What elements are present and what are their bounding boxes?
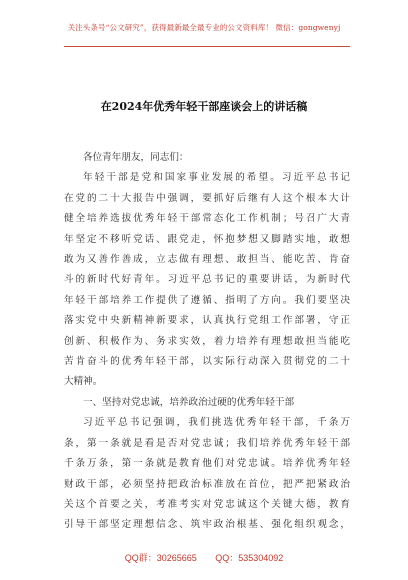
paragraph-line: 大精神。 bbox=[64, 376, 103, 388]
paragraph-line: 创新、积极作为、务求实效，着力培养有理想敢担当能吃 bbox=[64, 335, 350, 347]
footer-contact bbox=[0, 551, 408, 564]
header-divider bbox=[64, 46, 350, 47]
salutation: 各位青年朋友，同志们： bbox=[83, 152, 189, 163]
footer-qq-group: QQ群：30265665 bbox=[124, 553, 197, 563]
paragraph-line: 千条万条，第一条就是教育他们对党忠诚。培养优秀年轻 bbox=[64, 458, 350, 470]
paragraph-line: 苦肯奋斗的优秀年轻干部，以实际行动深入贯彻党的二十 bbox=[64, 356, 350, 368]
section-heading: 一、坚持对党忠诚，培养政治过硬的优秀年轻干部 bbox=[83, 396, 295, 408]
paragraph-line: 引导干部坚定理想信念、筑牢政治根基、强化组织观念， bbox=[64, 519, 350, 531]
paragraph-line: 在党的二十大报告中强调，要抓好后继有人这个根本大计 bbox=[64, 192, 350, 204]
document-title: 在2024年优秀年轻干部座谈会上的讲话稿 bbox=[100, 100, 308, 113]
paragraph-line: 习近平总书记强调，我们挑选优秀年轻干部，千条万 bbox=[83, 417, 350, 429]
header-banner: 关注头条号“公文研究”，获得最新最全最专业的公文资料库！ 微信：gongwenyj bbox=[67, 23, 341, 32]
paragraph-line: 落实党中央新精神新要求，认真执行党组工作部署，守正 bbox=[64, 315, 350, 327]
paragraph-line: 斗的新时代好青年。习近平总书记的重要讲话，为新时代 bbox=[64, 274, 350, 286]
paragraph-line: 财政干部，必须坚持把政治标准放在首位，把严把紧政治 bbox=[64, 478, 350, 490]
paragraph-line: 健全培养选拔优秀年轻干部常态化工作机制；号召广大青 bbox=[64, 213, 350, 225]
paragraph-line: 条，第一条就是看是否对党忠诚；我们培养优秀年轻干部 bbox=[64, 437, 350, 449]
paragraph-line: 关这个首要之关，考准考实对党忠诚这个关键大德，教育 bbox=[64, 498, 350, 510]
paragraph-line: 年轻干部是党和国家事业发展的希望。习近平总书记 bbox=[83, 172, 350, 184]
paragraph-line: 年轻干部培养工作提供了遵循、指明了方向。我们要坚决 bbox=[64, 294, 350, 306]
paragraph-line: 年坚定不移听党话、跟党走，怀抱梦想又脚踏实地，敢想 bbox=[64, 233, 350, 245]
document-body bbox=[64, 148, 350, 536]
paragraph-line: 敢为又善作善成，立志做有理想、敢担当、能吃苦、肯奋 bbox=[64, 254, 350, 266]
footer-qq-number: QQ：535304092 bbox=[215, 553, 284, 563]
